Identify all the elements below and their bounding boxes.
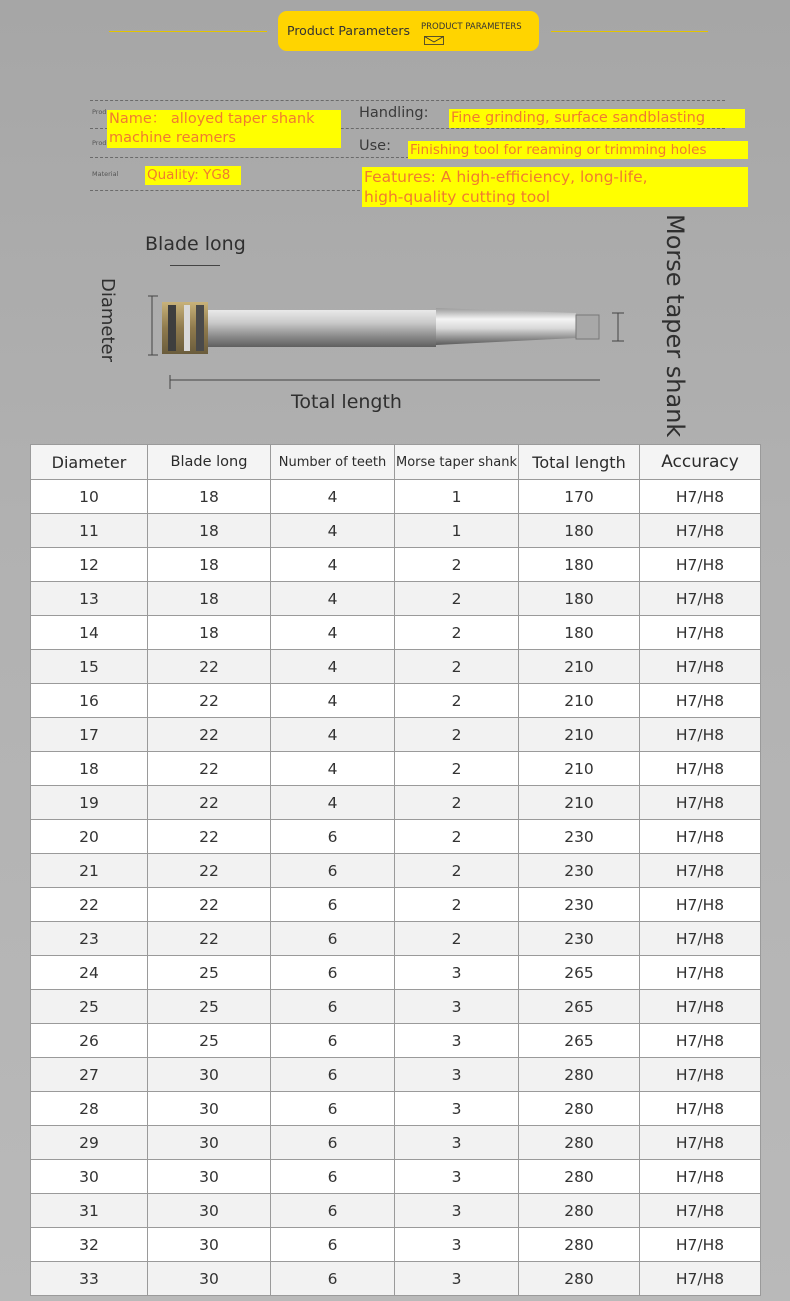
cell-total-length: 265 [519,1024,640,1058]
cell-number-of-teeth: 4 [271,616,395,650]
cell-morse-taper-shank: 1 [395,480,519,514]
table-row [31,650,761,684]
cell-diameter: 29 [31,1126,148,1160]
cell-total-length: 180 [519,582,640,616]
header-line-right [551,31,708,32]
cell-accuracy: H7/H8 [640,854,761,888]
cell-number-of-teeth: 4 [271,514,395,548]
cell-total-length: 230 [519,888,640,922]
cell-diameter: 24 [31,956,148,990]
cell-accuracy: H7/H8 [640,1194,761,1228]
cell-blade-long: 25 [148,956,271,990]
cell-diameter: 20 [31,820,148,854]
cell-diameter: 22 [31,888,148,922]
cell-morse-taper-shank: 2 [395,616,519,650]
cell-blade-long: 22 [148,650,271,684]
header-banner [278,11,539,51]
use-value: Finishing tool for reaming or trimming holes [408,141,748,159]
cell-morse-taper-shank: 1 [395,514,519,548]
cell-accuracy: H7/H8 [640,956,761,990]
table-row [31,1126,761,1160]
cell-diameter: 19 [31,786,148,820]
cell-diameter: 31 [31,1194,148,1228]
cell-total-length: 210 [519,786,640,820]
cell-blade-long: 30 [148,1228,271,1262]
cell-total-length: 280 [519,1058,640,1092]
cell-morse-taper-shank: 3 [395,1024,519,1058]
cell-blade-long: 22 [148,820,271,854]
cell-blade-long: 30 [148,1058,271,1092]
table-row [31,888,761,922]
cell-diameter: 21 [31,854,148,888]
quality-value: Quality: YG8 [145,166,241,185]
cell-blade-long: 22 [148,684,271,718]
table-row [31,1024,761,1058]
envelope-icon [424,36,444,45]
header-line-left [109,31,267,32]
cell-number-of-teeth: 4 [271,650,395,684]
cell-blade-long: 30 [148,1262,271,1296]
cell-morse-taper-shank: 3 [395,956,519,990]
cell-morse-taper-shank: 2 [395,718,519,752]
cell-blade-long: 30 [148,1092,271,1126]
cell-total-length: 210 [519,718,640,752]
cell-number-of-teeth: 6 [271,1024,395,1058]
cell-morse-taper-shank: 3 [395,1126,519,1160]
cell-number-of-teeth: 6 [271,854,395,888]
cell-accuracy: H7/H8 [640,616,761,650]
cell-blade-long: 25 [148,1024,271,1058]
table-row [31,1092,761,1126]
cell-diameter: 11 [31,514,148,548]
cell-total-length: 280 [519,1092,640,1126]
cell-total-length: 180 [519,616,640,650]
cell-morse-taper-shank: 2 [395,888,519,922]
cell-total-length: 280 [519,1194,640,1228]
col-header-number-of-teeth: Number of teeth [271,445,395,480]
cell-accuracy: H7/H8 [640,1160,761,1194]
cell-diameter: 25 [31,990,148,1024]
cell-total-length: 180 [519,514,640,548]
table-row [31,1262,761,1296]
header-subtitle: PRODUCT PARAMETERS [421,22,522,32]
blade-long-label: Blade long [145,233,246,255]
cell-blade-long: 18 [148,514,271,548]
cell-blade-long: 18 [148,582,271,616]
table-row [31,1160,761,1194]
header-title: Product Parameters [287,23,410,38]
cell-total-length: 280 [519,1160,640,1194]
cell-accuracy: H7/H8 [640,514,761,548]
table-row [31,752,761,786]
table-row [31,1228,761,1262]
cell-accuracy: H7/H8 [640,582,761,616]
cell-total-length: 230 [519,820,640,854]
use-label: Use: [359,138,391,154]
table-row [31,854,761,888]
cell-accuracy: H7/H8 [640,548,761,582]
cell-blade-long: 18 [148,616,271,650]
features-value [362,167,748,207]
blade-long-line [170,265,220,266]
cell-accuracy: H7/H8 [640,786,761,820]
info-row-label-3: Material [92,170,119,178]
cell-accuracy: H7/H8 [640,1058,761,1092]
cell-number-of-teeth: 6 [271,1126,395,1160]
cell-number-of-teeth: 6 [271,820,395,854]
cell-accuracy: H7/H8 [640,990,761,1024]
cell-blade-long: 30 [148,1194,271,1228]
cell-number-of-teeth: 6 [271,1058,395,1092]
cell-diameter: 32 [31,1228,148,1262]
cell-accuracy: H7/H8 [640,480,761,514]
cell-accuracy: H7/H8 [640,1126,761,1160]
product-name [107,110,341,148]
reamer-drawing [140,285,640,395]
table-row [31,480,761,514]
cell-morse-taper-shank: 2 [395,922,519,956]
cell-accuracy: H7/H8 [640,1228,761,1262]
cell-blade-long: 30 [148,1126,271,1160]
table-row [31,922,761,956]
features-line-1: Features: A high-efficiency, long-life, [364,168,648,186]
cell-morse-taper-shank: 2 [395,650,519,684]
cell-accuracy: H7/H8 [640,752,761,786]
cell-morse-taper-shank: 2 [395,684,519,718]
cell-morse-taper-shank: 2 [395,582,519,616]
cell-diameter: 16 [31,684,148,718]
cell-accuracy: H7/H8 [640,1024,761,1058]
table-row [31,616,761,650]
product-name-line-2: machine reamers [109,130,236,146]
info-row-label-1: Prod [92,108,107,116]
cell-blade-long: 30 [148,1160,271,1194]
cell-diameter: 30 [31,1160,148,1194]
cell-diameter: 33 [31,1262,148,1296]
cell-blade-long: 22 [148,752,271,786]
cell-diameter: 27 [31,1058,148,1092]
cell-morse-taper-shank: 3 [395,1228,519,1262]
table-header-row [31,445,761,480]
cell-number-of-teeth: 6 [271,1092,395,1126]
table-row [31,1058,761,1092]
cell-total-length: 230 [519,854,640,888]
cell-morse-taper-shank: 2 [395,548,519,582]
cell-blade-long: 25 [148,990,271,1024]
table-row [31,718,761,752]
cell-number-of-teeth: 4 [271,548,395,582]
info-row-label-2: Prod [92,139,107,147]
cell-accuracy: H7/H8 [640,650,761,684]
cell-diameter: 15 [31,650,148,684]
cell-morse-taper-shank: 2 [395,752,519,786]
info-divider-4 [90,190,360,191]
table-row [31,514,761,548]
col-header-total-length: Total length [519,445,640,480]
cell-total-length: 265 [519,956,640,990]
table-row [31,820,761,854]
cell-total-length: 280 [519,1228,640,1262]
cell-number-of-teeth: 4 [271,786,395,820]
cell-number-of-teeth: 6 [271,1194,395,1228]
cell-number-of-teeth: 6 [271,922,395,956]
cell-morse-taper-shank: 2 [395,854,519,888]
cell-total-length: 280 [519,1262,640,1296]
col-header-blade-long: Blade long [148,445,271,480]
cell-total-length: 230 [519,922,640,956]
product-name-line-1: Name： alloyed taper shank [109,111,315,127]
cell-number-of-teeth: 6 [271,888,395,922]
cell-number-of-teeth: 4 [271,582,395,616]
cell-accuracy: H7/H8 [640,820,761,854]
cell-number-of-teeth: 4 [271,718,395,752]
cell-diameter: 10 [31,480,148,514]
diameter-label: Diameter [97,278,118,363]
cell-number-of-teeth: 6 [271,1228,395,1262]
cell-total-length: 180 [519,548,640,582]
cell-total-length: 170 [519,480,640,514]
cell-morse-taper-shank: 3 [395,1262,519,1296]
cell-morse-taper-shank: 3 [395,990,519,1024]
cell-blade-long: 22 [148,786,271,820]
cell-morse-taper-shank: 3 [395,1194,519,1228]
col-header-accuracy: Accuracy [640,445,761,480]
cell-accuracy: H7/H8 [640,1262,761,1296]
handling-value: Fine grinding, surface sandblasting [449,109,745,128]
table-row [31,990,761,1024]
cell-number-of-teeth: 6 [271,1262,395,1296]
cell-number-of-teeth: 6 [271,1160,395,1194]
cell-total-length: 210 [519,752,640,786]
spec-table [30,444,761,1296]
cell-number-of-teeth: 4 [271,684,395,718]
info-divider-1 [90,100,725,101]
cell-blade-long: 18 [148,548,271,582]
cell-blade-long: 22 [148,854,271,888]
table-row [31,582,761,616]
cell-diameter: 26 [31,1024,148,1058]
cell-blade-long: 22 [148,888,271,922]
cell-accuracy: H7/H8 [640,718,761,752]
cell-accuracy: H7/H8 [640,1092,761,1126]
cell-morse-taper-shank: 2 [395,820,519,854]
table-row [31,956,761,990]
col-header-morse-taper-shank: Morse taper shank [395,445,519,480]
table-row [31,684,761,718]
total-length-label: Total length [291,391,402,413]
cell-number-of-teeth: 6 [271,956,395,990]
cell-diameter: 18 [31,752,148,786]
cell-number-of-teeth: 4 [271,480,395,514]
cell-total-length: 280 [519,1126,640,1160]
cell-number-of-teeth: 6 [271,990,395,1024]
cell-diameter: 14 [31,616,148,650]
cell-diameter: 23 [31,922,148,956]
cell-diameter: 13 [31,582,148,616]
cell-total-length: 210 [519,684,640,718]
cell-total-length: 265 [519,990,640,1024]
cell-total-length: 210 [519,650,640,684]
cell-blade-long: 18 [148,480,271,514]
handling-label: Handling: [359,105,429,121]
cell-morse-taper-shank: 3 [395,1058,519,1092]
cell-morse-taper-shank: 3 [395,1092,519,1126]
cell-accuracy: H7/H8 [640,888,761,922]
cell-accuracy: H7/H8 [640,684,761,718]
cell-diameter: 28 [31,1092,148,1126]
col-header-diameter: Diameter [31,445,148,480]
cell-blade-long: 22 [148,922,271,956]
cell-diameter: 12 [31,548,148,582]
cell-morse-taper-shank: 2 [395,786,519,820]
cell-number-of-teeth: 4 [271,752,395,786]
cell-accuracy: H7/H8 [640,922,761,956]
table-row [31,786,761,820]
cell-morse-taper-shank: 3 [395,1160,519,1194]
features-line-2: high-quality cutting tool [364,188,551,206]
table-row [31,1194,761,1228]
morse-taper-shank-label: Morse taper shank [661,214,689,438]
cell-diameter: 17 [31,718,148,752]
table-row [31,548,761,582]
cell-blade-long: 22 [148,718,271,752]
